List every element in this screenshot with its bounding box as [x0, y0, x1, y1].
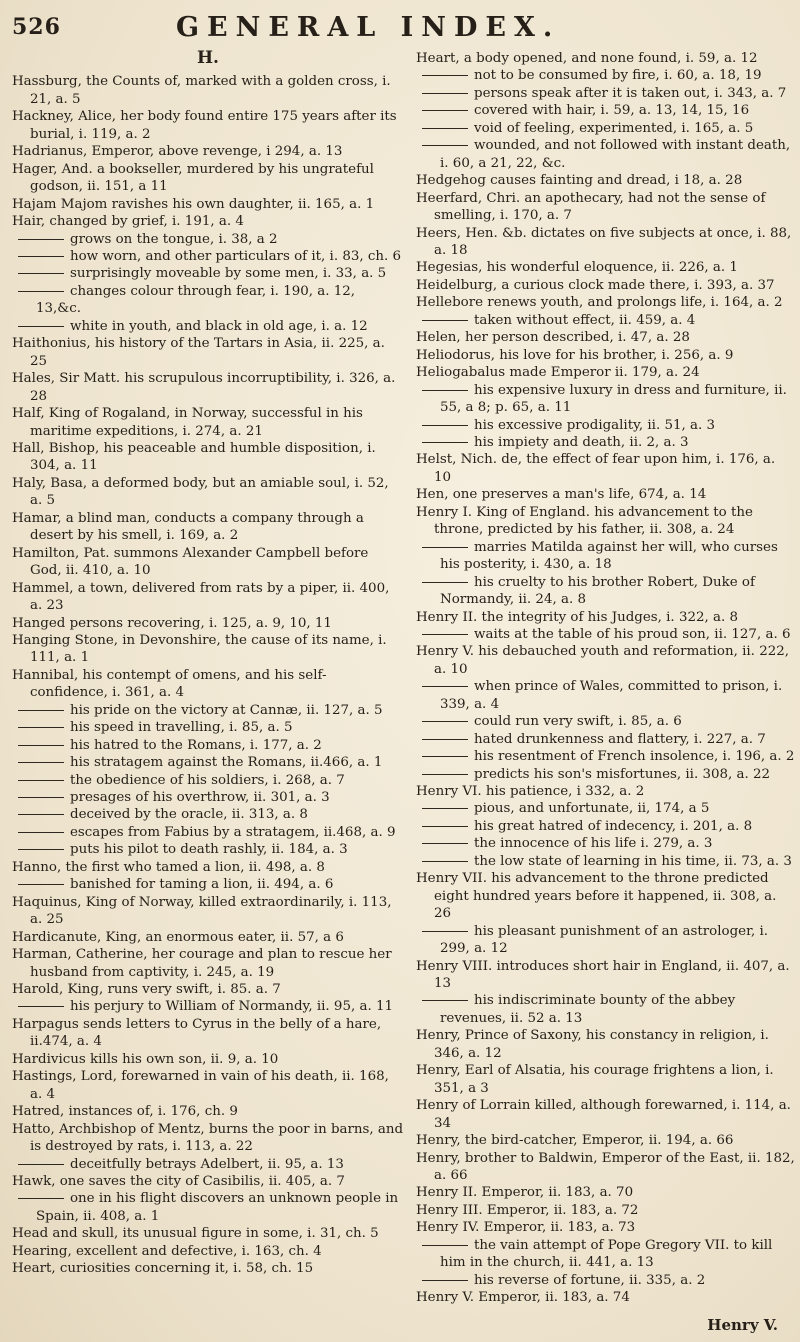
index-entry: [416, 1150, 796, 1185]
entry-text: Henry I. King of England. his advancement to the throne, predicted by his father, ii. 308, a. 24: [416, 504, 753, 538]
index-entry: [416, 486, 796, 503]
entry-text: the vain attempt of Pope Gregory VII. to kill him in the church, ii. 441, a. 13: [440, 1237, 773, 1271]
entry-text: Hatred, instances of, i. 176, ch. 9: [12, 1104, 238, 1120]
entry-text: his resentment of French insolence, i. 196, a. 2: [474, 749, 795, 765]
entry-text: his reverse of fortune, ii. 335, a. 2: [474, 1272, 706, 1288]
entry-text: Henry VI. his patience, i 332, a. 2: [416, 784, 645, 800]
ditto-dash: [422, 826, 468, 827]
index-entry: [416, 347, 796, 364]
index-entry: [12, 1068, 404, 1103]
ditto-dash: [18, 239, 64, 240]
ditto-dash: [18, 256, 64, 257]
index-entry: [12, 1051, 404, 1068]
index-entry: [12, 440, 404, 475]
entry-text: deceived by the oracle, ii. 313, a. 8: [70, 807, 308, 823]
index-entry: [416, 1062, 796, 1097]
entry-text: Hair, changed by grief, i. 191, a. 4: [12, 214, 244, 230]
entry-text: the innocence of his life i. 279, a. 3: [474, 836, 713, 852]
ditto-dash: [422, 774, 468, 775]
index-subentry: [416, 137, 796, 172]
index-subentry: [416, 923, 796, 958]
ditto-dash: [18, 291, 64, 292]
ditto-dash: [18, 273, 64, 274]
index-subentry: [416, 312, 796, 329]
index-subentry: [416, 766, 796, 783]
ditto-dash: [422, 442, 468, 443]
ditto-dash: [18, 1198, 64, 1199]
index-entry: [12, 981, 404, 998]
entry-text: presages of his overthrow, ii. 301, a. 3: [70, 790, 330, 806]
entry-text: not to be consumed by fire, i. 60, a. 18, 19: [474, 68, 762, 84]
index-subentry: [12, 754, 404, 771]
index-entry: [416, 1097, 796, 1132]
entry-text: waits at the table of his proud son, ii. 127, a. 6: [474, 626, 791, 642]
ditto-dash: [422, 686, 468, 687]
index-subentry: [416, 102, 796, 119]
index-subentry: [12, 772, 404, 789]
entry-text: Hanno, the first who tamed a lion, ii. 498, a. 8: [12, 859, 325, 875]
entry-text: could run very swift, i. 85, a. 6: [474, 714, 682, 730]
ditto-dash: [422, 861, 468, 862]
entry-text: Hadrianus, Emperor, above revenge, i 294, a. 13: [12, 144, 343, 160]
index-entry: [12, 213, 404, 230]
right-column: [416, 50, 796, 1307]
entry-text: Half, King of Rogaland, in Norway, successful in his maritime expeditions, i. 274, a. 21: [12, 406, 363, 439]
entry-text: Harman, Catherine, her courage and plan to rescue her husband from captivity, i. 245, a. 19: [12, 947, 392, 980]
index-subentry: [416, 574, 796, 609]
entry-text: Head and skull, its unusual figure in some, i. 31, ch. 5: [12, 1226, 379, 1242]
index-entry: [12, 859, 404, 876]
index-entry: [12, 475, 404, 510]
entry-text: Harold, King, runs very swift, i. 85. a. 7: [12, 982, 281, 998]
ditto-dash: [422, 390, 468, 391]
entry-text: Hanged persons recovering, i. 125, a. 9, 10, 11: [12, 615, 332, 631]
index-entry: [12, 545, 404, 580]
ditto-dash: [18, 780, 64, 781]
index-entry: [416, 1202, 796, 1219]
entry-text: his stratagem against the Romans, ii.466, a. 1: [70, 755, 383, 771]
index-entry: [416, 190, 796, 225]
entry-text: Henry, Earl of Alsatia, his courage frightens a lion, i. 351, a 3: [416, 1063, 774, 1096]
ditto-dash: [422, 1245, 468, 1246]
ditto-dash: [422, 75, 468, 76]
index-entry: [416, 364, 796, 381]
entry-text: persons speak after it is taken out, i. 343, a. 7: [474, 85, 787, 101]
index-entry: [12, 510, 404, 545]
index-entry: [12, 1103, 404, 1120]
index-entry: [12, 196, 404, 213]
index-entry: [416, 172, 796, 189]
entry-text: when prince of Wales, committed to prison, i. 339, a. 4: [440, 679, 783, 712]
index-entry: [416, 1132, 796, 1149]
entry-text: puts his pilot to death rashly, ii. 184, a. 3: [70, 842, 348, 858]
entry-text: his perjury to William of Normandy, ii. 95, a. 11: [70, 999, 394, 1015]
left-column: [12, 50, 404, 1278]
ditto-dash: [18, 727, 64, 728]
index-entry: [12, 580, 404, 615]
index-subentry: [12, 719, 404, 736]
index-entry: [416, 329, 796, 346]
index-entry: [12, 1243, 404, 1260]
ditto-dash: [18, 884, 64, 885]
ditto-dash: [18, 832, 64, 833]
ditto-dash: [18, 1164, 64, 1165]
ditto-dash: [422, 582, 468, 583]
index-entry: [12, 615, 404, 632]
index-entry: [416, 958, 796, 993]
entry-text: marries Matilda against her will, who curses his posterity, i. 430, a. 18: [440, 539, 778, 573]
ditto-dash: [18, 849, 64, 850]
index-subentry: [12, 702, 404, 719]
entry-text: his excessive prodigality, ii. 51, a. 3: [474, 417, 716, 433]
entry-text: escapes from Fabius by a stratagem, ii.468, a. 9: [70, 824, 396, 840]
entry-text: Heliodorus, his love for his brother, i. 256, a. 9: [416, 347, 734, 363]
index-entry: [416, 870, 796, 922]
entry-text: Hardicanute, King, an enormous eater, ii. 57, a 6: [12, 929, 344, 945]
index-entry: [416, 643, 796, 678]
ditto-dash: [422, 634, 468, 635]
index-entry: [416, 294, 796, 311]
entry-text: Hedgehog causes fainting and dread, i 18, a. 28: [416, 173, 743, 189]
entry-text: the obedience of his soldiers, i. 268, a. 7: [70, 772, 345, 788]
entry-text: surprisingly moveable by some men, i. 33, a. 5: [70, 266, 387, 282]
index-entry: [416, 1027, 796, 1062]
entry-text: Henry, Prince of Saxony, his constancy in religion, i. 346, a. 12: [416, 1028, 769, 1061]
entry-text: Henry II. Emperor, ii. 183, a. 70: [416, 1185, 634, 1201]
ditto-dash: [18, 326, 64, 327]
ditto-dash: [422, 931, 468, 932]
ditto-dash: [422, 1280, 468, 1281]
index-entry: [12, 1173, 404, 1190]
index-subentry: [416, 1272, 796, 1289]
entry-text: Hammel, a town, delivered from rats by a piper, ii. 400, a. 23: [12, 580, 390, 614]
entry-text: hated drunkenness and flattery, i. 227, a. 7: [474, 731, 766, 747]
index-entry: [12, 1225, 404, 1242]
index-entry: [416, 50, 796, 67]
ditto-dash: [422, 721, 468, 722]
entry-text: his pleasant punishment of an astrologer, i. 299, a. 12: [440, 923, 769, 957]
ditto-dash: [422, 128, 468, 129]
entry-text: grows on the tongue, i. 38, a 2: [70, 231, 278, 247]
entry-text: Hager, And. a bookseller, murdered by his ungrateful godson, ii. 151, a 11: [12, 161, 374, 195]
index-entry: [12, 370, 404, 405]
entry-text: Hannibal, his contempt of omens, and his self-confidence, i. 361, a. 4: [12, 667, 327, 701]
entry-text: Heliogabalus made Emperor ii. 179, a. 24: [416, 365, 700, 381]
index-subentry: [416, 382, 796, 417]
page-title: GENERAL INDEX.: [176, 12, 561, 43]
index-subentry: [416, 835, 796, 852]
index-subentry: [12, 1190, 404, 1225]
entry-text: deceitfully betrays Adelbert, ii. 95, a. 13: [70, 1156, 344, 1172]
index-entry: [12, 667, 404, 702]
index-subentry: [12, 824, 404, 841]
entry-text: Henry V. his debauched youth and reformation, ii. 222, a. 10: [416, 644, 790, 677]
entry-text: Haquinus, King of Norway, killed extraordinarily, i. 113, a. 25: [12, 894, 392, 928]
index-subentry: [416, 626, 796, 643]
entry-text: Hackney, Alice, her body found entire 175 years after its burial, i. 119, a. 2: [12, 109, 397, 142]
entry-text: Hamilton, Pat. summons Alexander Campbell before God, ii. 410, a. 10: [12, 545, 369, 579]
index-subentry: [12, 876, 404, 893]
index-subentry: [416, 713, 796, 730]
index-entry: [416, 1219, 796, 1236]
index-entry: [416, 225, 796, 260]
entry-text: his impiety and death, ii. 2, a. 3: [474, 434, 689, 450]
index-subentry: [12, 248, 404, 265]
ditto-dash: [422, 145, 468, 146]
index-entry: [12, 632, 404, 667]
entry-text: Heart, curiosities concerning it, i. 58, ch. 15: [12, 1261, 314, 1277]
entry-text: Hanging Stone, in Devonshire, the cause of its name, i. 111, a. 1: [12, 632, 387, 666]
index-entry: [416, 451, 796, 486]
index-subentry: [416, 853, 796, 870]
entry-text: predicts his son's misfortunes, ii. 308, a. 22: [474, 766, 771, 782]
entry-text: how worn, and other particulars of it, i. 83, ch. 6: [70, 248, 402, 264]
ditto-dash: [422, 110, 468, 111]
entry-text: Hardivicus kills his own son, ii. 9, a. 10: [12, 1051, 279, 1067]
index-subentry: [12, 231, 404, 248]
entry-text: Henry II. the integrity of his Judges, i. 322, a. 8: [416, 609, 739, 625]
index-subentry: [416, 678, 796, 713]
ditto-dash: [422, 93, 468, 94]
entry-text: Hall, Bishop, his peaceable and humble disposition, i. 304, a. 11: [12, 440, 376, 474]
entry-text: pious, and unfortunate, ii, 174, a 5: [474, 801, 710, 817]
index-subentry: [416, 731, 796, 748]
ditto-dash: [422, 547, 468, 548]
entry-text: Heerfard, Chri. an apothecary, had not the sense of smelling, i. 170, a. 7: [416, 190, 766, 224]
entry-text: Hales, Sir Matt. his scrupulous incorruptibility, i. 326, a. 28: [12, 371, 396, 404]
index-subentry: [416, 539, 796, 574]
entry-text: Helst, Nich. de, the effect of fear upon him, i. 176, a. 10: [416, 452, 776, 485]
ditto-dash: [422, 425, 468, 426]
entry-text: Heidelburg, a curious clock made there, i. 393, a. 37: [416, 277, 775, 293]
entry-text: Hawk, one saves the city of Casibilis, ii. 405, a. 7: [12, 1174, 345, 1189]
index-entry: [12, 1016, 404, 1051]
entry-text: Henry III. Emperor, ii. 183, a. 72: [416, 1202, 639, 1218]
entry-text: Hearing, excellent and defective, i. 163, ch. 4: [12, 1243, 322, 1259]
ditto-dash: [422, 739, 468, 740]
page-header: [0, 6, 800, 50]
entry-text: Helen, her person described, i. 47, a. 28: [416, 330, 690, 346]
entry-text: his indiscriminate bounty of the abbey revenues, ii. 52 a. 13: [440, 993, 736, 1026]
index-subentry: [416, 992, 796, 1027]
index-entry: [416, 504, 796, 539]
ditto-dash: [422, 1000, 468, 1001]
index-subentry: [416, 120, 796, 137]
ditto-dash: [422, 843, 468, 844]
entry-text: white in youth, and black in old age, i. a. 12: [70, 318, 368, 334]
index-subentry: [12, 737, 404, 754]
index-entry: [12, 405, 404, 440]
index-subentry: [12, 789, 404, 806]
index-entry: [416, 1184, 796, 1201]
entry-text: Hamar, a blind man, conducts a company through a desert by his smell, i. 169, a. 2: [12, 510, 364, 544]
ditto-dash: [18, 762, 64, 763]
ditto-dash: [18, 797, 64, 798]
index-subentry: [12, 1156, 404, 1173]
index-entry: [12, 143, 404, 160]
ditto-dash: [422, 320, 468, 321]
entry-text: wounded, and not followed with instant death, i. 60, a 21, 22, &c.: [440, 138, 791, 171]
entry-text: one in his flight discovers an unknown people in Spain, ii. 408, a. 1: [36, 1191, 399, 1224]
index-subentry: [416, 748, 796, 765]
entry-text: taken without effect, ii. 459, a. 4: [474, 312, 696, 328]
index-subentry: [12, 841, 404, 858]
index-subentry: [416, 1237, 796, 1272]
entry-text: Hajam Majom ravishes his own daughter, ii. 165, a. 1: [12, 196, 375, 212]
section-letter: H.: [197, 48, 219, 68]
entry-text: Hassburg, the Counts of, marked with a golden cross, i. 21, a. 5: [12, 74, 391, 107]
index-entry: [416, 1289, 796, 1306]
index-subentry: [416, 434, 796, 451]
entry-text: Heart, a body opened, and none found, i. 59, a. 12: [416, 51, 758, 66]
entry-text: Hatto, Archbishop of Mentz, burns the poor in barns, and is destroyed by rats, i. 113, a. 22: [12, 1121, 404, 1155]
ditto-dash: [422, 808, 468, 809]
page-number: 526: [12, 14, 61, 40]
index-entry: [12, 894, 404, 929]
entry-text: the low state of learning in his time, ii. 73, a. 3: [474, 853, 792, 869]
ditto-dash: [422, 756, 468, 757]
entry-text: his cruelty to his brother Robert, Duke of Normandy, ii. 24, a. 8: [440, 574, 755, 608]
index-entry: [12, 73, 404, 108]
index-subentry: [416, 417, 796, 434]
index-subentry: [416, 818, 796, 835]
index-entry: [416, 259, 796, 276]
entry-text: Hegesias, his wonderful eloquence, ii. 226, a. 1: [416, 260, 738, 276]
index-subentry: [12, 265, 404, 282]
entry-text: changes colour through fear, i. 190, a. 12, 13,&c.: [36, 283, 356, 317]
index-subentry: [416, 85, 796, 102]
entry-text: Heers, Hen. &b. dictates on five subjects at once, i. 88, a. 18: [416, 225, 792, 258]
entry-text: banished for taming a lion, ii. 494, a. 6: [70, 877, 334, 893]
index-entry: [416, 609, 796, 626]
entry-text: Henry of Lorrain killed, although forewarned, i. 114, a. 34: [416, 1098, 791, 1131]
entry-text: Henry V. Emperor, ii. 183, a. 74: [416, 1290, 630, 1306]
entry-text: Hastings, Lord, forewarned in vain of his death, ii. 168, a. 4: [12, 1069, 389, 1102]
index-entry: [416, 277, 796, 294]
index-subentry: [12, 806, 404, 823]
index-entry: [12, 161, 404, 196]
entry-text: Hellebore renews youth, and prolongs life, i. 164, a. 2: [416, 295, 783, 311]
index-subentry: [12, 998, 404, 1015]
entry-text: Harpagus sends letters to Cyrus in the belly of a hare, ii.474, a. 4: [12, 1016, 382, 1050]
entry-text: void of feeling, experimented, i. 165, a. 5: [474, 120, 754, 136]
entry-text: his expensive luxury in dress and furniture, ii. 55, a 8; p. 65, a. 11: [440, 382, 787, 416]
entry-text: his pride on the victory at Cannæ, ii. 127, a. 5: [70, 702, 383, 718]
entry-text: his great hatred of indecency, i. 201, a. 8: [474, 818, 753, 834]
ditto-dash: [18, 1006, 64, 1007]
index-subentry: [12, 318, 404, 335]
entry-text: Henry IV. Emperor, ii. 183, a. 73: [416, 1220, 636, 1236]
index-entry: [12, 1121, 404, 1156]
entry-text: his hatred to the Romans, i. 177, a. 2: [70, 737, 322, 753]
entry-text: covered with hair, i. 59, a. 13, 14, 15, 16: [474, 103, 750, 119]
index-entry: [12, 946, 404, 981]
ditto-dash: [18, 710, 64, 711]
index-entry: [12, 1260, 404, 1277]
index-subentry: [12, 283, 404, 318]
entry-text: Haly, Basa, a deformed body, but an amiable soul, i. 52, a. 5: [12, 475, 389, 509]
index-subentry: [416, 800, 796, 817]
entry-text: Henry, the bird-catcher, Emperor, ii. 194, a. 66: [416, 1133, 734, 1149]
ditto-dash: [18, 745, 64, 746]
entry-text: his speed in travelling, i. 85, a. 5: [70, 720, 293, 736]
entry-text: Henry, brother to Baldwin, Emperor of the East, ii. 182, a. 66: [416, 1150, 795, 1183]
index-subentry: [416, 67, 796, 84]
index-entry: [416, 783, 796, 800]
entry-text: Henry VIII. introduces short hair in England, ii. 407, a. 13: [416, 958, 790, 992]
index-entry: [12, 335, 404, 370]
ditto-dash: [18, 814, 64, 815]
index-entry: [12, 108, 404, 143]
catchword: Henry V.: [707, 1316, 778, 1334]
entry-text: Hen, one preserves a man's life, 674, a. 14: [416, 487, 707, 503]
entry-text: Henry VII. his advancement to the throne predicted eight hundred years before it happened, ii. 308, a. 26: [416, 871, 777, 922]
entry-text: Haithonius, his history of the Tartars in Asia, ii. 225, a. 25: [12, 336, 385, 369]
index-entry: [12, 929, 404, 946]
